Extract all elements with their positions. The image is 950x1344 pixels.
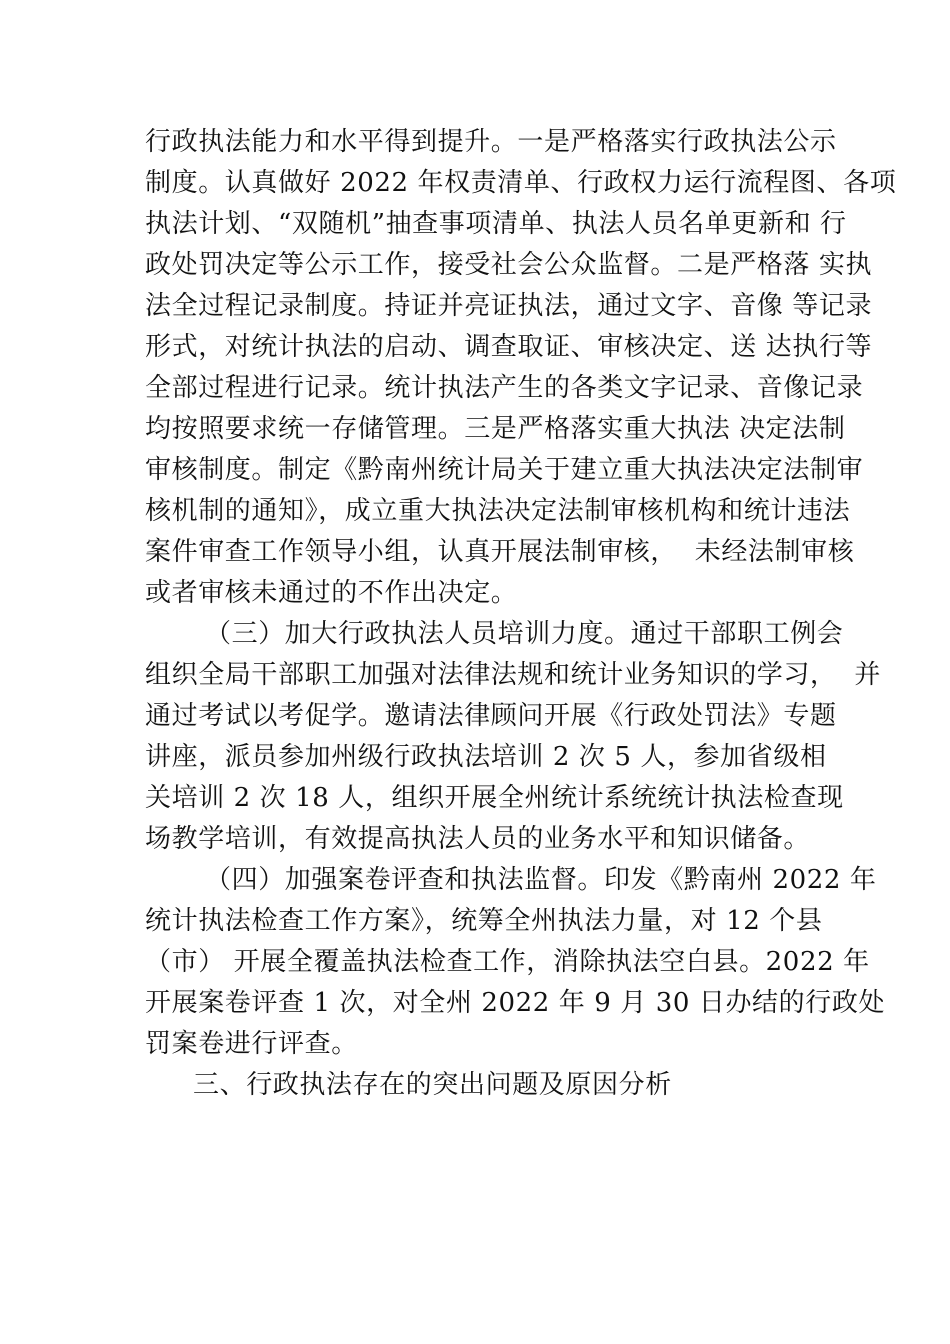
text-line: 讲座，派员参加州级行政执法培训 2 次 5 人，参加省级相 xyxy=(145,742,827,772)
text-line: 核机制的通知》，成立重大执法决定法制审核机构和统计违法 xyxy=(145,496,851,526)
text-line: 审核制度。制定《黔南州统计局关于建立重大执法决定法制审 xyxy=(145,455,864,485)
text-line: 行政执法能力和水平得到提升。一是严格落实行政执法公示 xyxy=(145,127,837,157)
text-line: 组织全局干部职工加强对法律法规和统计业务知识的学习， 并 xyxy=(145,660,881,690)
text-line: 罚案卷进行评查。 xyxy=(145,1029,358,1059)
text-line: 场教学培训，有效提高执法人员的业务水平和知识储备。 xyxy=(145,824,811,854)
text-line: 统计执法检查工作方案》，统筹全州执法力量，对 12 个县 xyxy=(145,906,823,936)
text-line: 案件审查工作领导小组，认真开展法制审核， 未经法制审核 xyxy=(145,537,855,567)
text-line: 或者审核未通过的不作出决定。 xyxy=(145,578,518,608)
chapter-heading: 三、行政执法存在的突出问题及原因分析 xyxy=(193,1070,672,1100)
section-heading-3: （三）加大行政执法人员培训力度。通过干部职工例会 xyxy=(205,619,844,649)
text-line: 形式，对统计执法的启动、调查取证、审核决定、送 达执行等 xyxy=(145,332,873,362)
text-line: 关培训 2 次 18 人，组织开展全州统计系统统计执法检查现 xyxy=(145,783,844,813)
section-heading-4: （四）加强案卷评查和执法监督。印发《黔南州 2022 年 xyxy=(205,865,877,895)
text-line: 制度。认真做好 2022 年权责清单、行政权力运行流程图、各项 xyxy=(145,168,897,198)
text-line: 均按照要求统一存储管理。三是严格落实重大执法 决定法制 xyxy=(145,414,846,444)
text-line: 政处罚决定等公示工作，接受社会公众监督。二是严格落 实执 xyxy=(145,250,873,280)
text-line: 通过考试以考促学。邀请法律顾问开展《行政处罚法》专题 xyxy=(145,701,837,731)
text-line: 执法计划、“双随机”抽查事项清单、执法人员名单更新和 行 xyxy=(145,209,847,239)
text-line: （市） 开展全覆盖执法检查工作，消除执法空白县。2022 年 xyxy=(145,947,870,977)
text-line: 法全过程记录制度。持证并亮证执法，通过文字、音像 等记录 xyxy=(145,291,873,321)
text-line: 全部过程进行记录。统计执法产生的各类文字记录、音像记录 xyxy=(145,373,864,403)
text-line: 开展案卷评查 1 次，对全州 2022 年 9 月 30 日办结的行政处 xyxy=(145,988,886,1018)
